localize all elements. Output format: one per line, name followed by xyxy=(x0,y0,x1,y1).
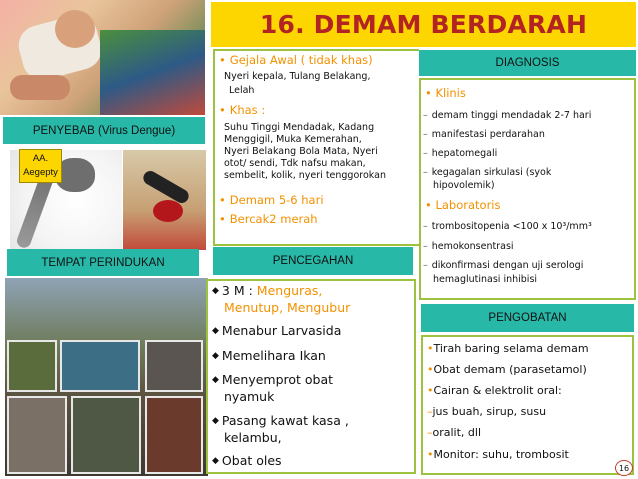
klinis-item: – hepatomegali xyxy=(423,148,498,159)
aa-aegepty-label xyxy=(19,149,62,183)
pengobatan-item: •Tirah baring selama demam xyxy=(427,342,589,355)
diagnosis-label: DIAGNOSIS xyxy=(419,50,636,76)
pencegahan-item-text: 3 M : xyxy=(221,283,257,298)
gejala-awal-line1: Nyeri kepala, Tulang Belakang, xyxy=(224,71,371,82)
pengobatan-item: •Cairan & elektrolit oral: xyxy=(427,384,562,397)
pencegahan-item-orange: Menguras, xyxy=(256,283,323,298)
bercak-merah: • Bercak2 merah xyxy=(219,212,318,226)
klinis-item: – kegagalan sirkulasi (syok xyxy=(423,167,552,178)
klinis-item-text: demam tinggi mendadak 2-7 hari xyxy=(431,110,592,121)
photo-sick-child xyxy=(0,0,205,115)
demam-text: Demam 5-6 hari xyxy=(229,193,324,207)
klinis-text: Klinis xyxy=(435,86,466,100)
khas-line5: sembelit, kolik, nyeri tenggorokan xyxy=(224,170,386,181)
gejala-panel xyxy=(213,49,419,246)
pencegahan-item-cont: Menutup, Mengubur xyxy=(224,300,351,315)
khas-line4: otot/ sendi, Tdk nafsu makan, xyxy=(224,158,366,169)
pengobatan-item: –jus buah, sirup, susu xyxy=(427,405,547,418)
gejala-awal-heading: • Gejala Awal ( tidak khas) xyxy=(219,53,373,67)
pengobatan-item-text: Obat demam (parasetamol) xyxy=(433,363,587,376)
pencegahan-item-text: Obat oles xyxy=(221,453,282,468)
lab-item-text: trombositopenia <100 x 10³/mm³ xyxy=(431,221,592,232)
pengobatan-item-text: Tirah baring selama demam xyxy=(433,342,589,355)
khas-line2: Menggigil, Muka Kemerahan, xyxy=(224,134,362,145)
aa-label-line2: Aegepty xyxy=(23,167,58,178)
pengobatan-item-text: oralit, dll xyxy=(432,426,482,439)
klinis-item-text: hepatomegali xyxy=(431,148,498,159)
khas-text: Khas : xyxy=(229,103,266,117)
page-title: 16. DEMAM BERDARAH xyxy=(211,2,636,47)
lab-item-text: hemokonsentrasi xyxy=(431,241,514,252)
laboratoris-heading: • Laboratoris xyxy=(425,198,501,212)
pencegahan-item: ◆ Menabur Larvasida xyxy=(212,323,342,338)
pengobatan-label: PENGOBATAN xyxy=(421,304,634,332)
klinis-heading: • Klinis xyxy=(425,86,466,100)
pencegahan-item-cont: kelambu, xyxy=(224,430,282,445)
klinis-item: – demam tinggi mendadak 2-7 hari xyxy=(423,110,592,121)
khas-line1: Suhu Tinggi Mendadak, Kadang xyxy=(224,122,375,133)
pengobatan-item-text: Monitor: suhu, trombosit xyxy=(433,448,569,461)
klinis-item-cont: hipovolemik) xyxy=(433,180,495,191)
pencegahan-item-text: Memelihara Ikan xyxy=(221,348,326,363)
pencegahan-item-text: Pasang kawat kasa , xyxy=(221,413,349,428)
khas-heading: • Khas : xyxy=(219,103,266,117)
pencegahan-item: ◆ Pasang kawat kasa , xyxy=(212,413,349,428)
pengobatan-panel xyxy=(421,335,634,475)
klinis-item-text: manifestasi perdarahan xyxy=(431,129,545,140)
gejala-awal-text: Gejala Awal ( tidak khas) xyxy=(229,53,373,67)
pencegahan-item: ◆ Memelihara Ikan xyxy=(212,348,326,363)
lab-item: – trombositopenia <100 x 10³/mm³ xyxy=(423,221,592,232)
lab-item: – hemokonsentrasi xyxy=(423,241,514,252)
pengobatan-item: •Obat demam (parasetamol) xyxy=(427,363,587,376)
klinis-item-text: kegagalan sirkulasi (syok xyxy=(431,167,552,178)
diagnosis-panel xyxy=(419,78,636,300)
pengobatan-item: –oralit, dll xyxy=(427,426,482,439)
pencegahan-item-text: Menyemprot obat xyxy=(221,372,334,387)
slide-number: 16 xyxy=(615,460,633,476)
lab-item: – dikonfirmasi dengan uji serologi xyxy=(423,260,584,271)
pengobatan-item-text: jus buah, sirup, susu xyxy=(432,405,547,418)
aa-label-line1: AA. xyxy=(32,153,49,164)
pencegahan-item: ◆ Obat oles xyxy=(212,453,282,468)
laboratoris-text: Laboratoris xyxy=(435,198,501,212)
pencegahan-item-text: Menabur Larvasida xyxy=(221,323,342,338)
photo-mosquito xyxy=(123,150,206,250)
pengobatan-item: •Monitor: suhu, trombosit xyxy=(427,448,569,461)
penyebab-label: PENYEBAB (Virus Dengue) xyxy=(3,117,205,144)
pencegahan-item-cont: nyamuk xyxy=(224,389,275,404)
klinis-item: – manifestasi perdarahan xyxy=(423,129,545,140)
pencegahan-item-3m: ◆ 3 M : Menguras, xyxy=(212,283,323,298)
pencegahan-item: ◆ Menyemprot obat xyxy=(212,372,334,387)
lab-item-text: dikonfirmasi dengan uji serologi xyxy=(431,260,584,271)
demam-duration: • Demam 5-6 hari xyxy=(219,193,324,207)
bercak-text: Bercak2 merah xyxy=(229,212,318,226)
lab-item-cont: hemaglutinasi inhibisi xyxy=(433,274,538,285)
photo-breeding-sites xyxy=(5,278,208,476)
tempat-perindukan-label: TEMPAT PERINDUKAN xyxy=(7,249,199,276)
gejala-awal-line2: Lelah xyxy=(229,85,255,96)
khas-line3: Nyeri Belakang Bola Mata, Nyeri xyxy=(224,146,378,157)
pencegahan-panel xyxy=(206,279,416,474)
pencegahan-label: PENCEGAHAN xyxy=(213,247,413,275)
pengobatan-item-text: Cairan & elektrolit oral: xyxy=(433,384,562,397)
